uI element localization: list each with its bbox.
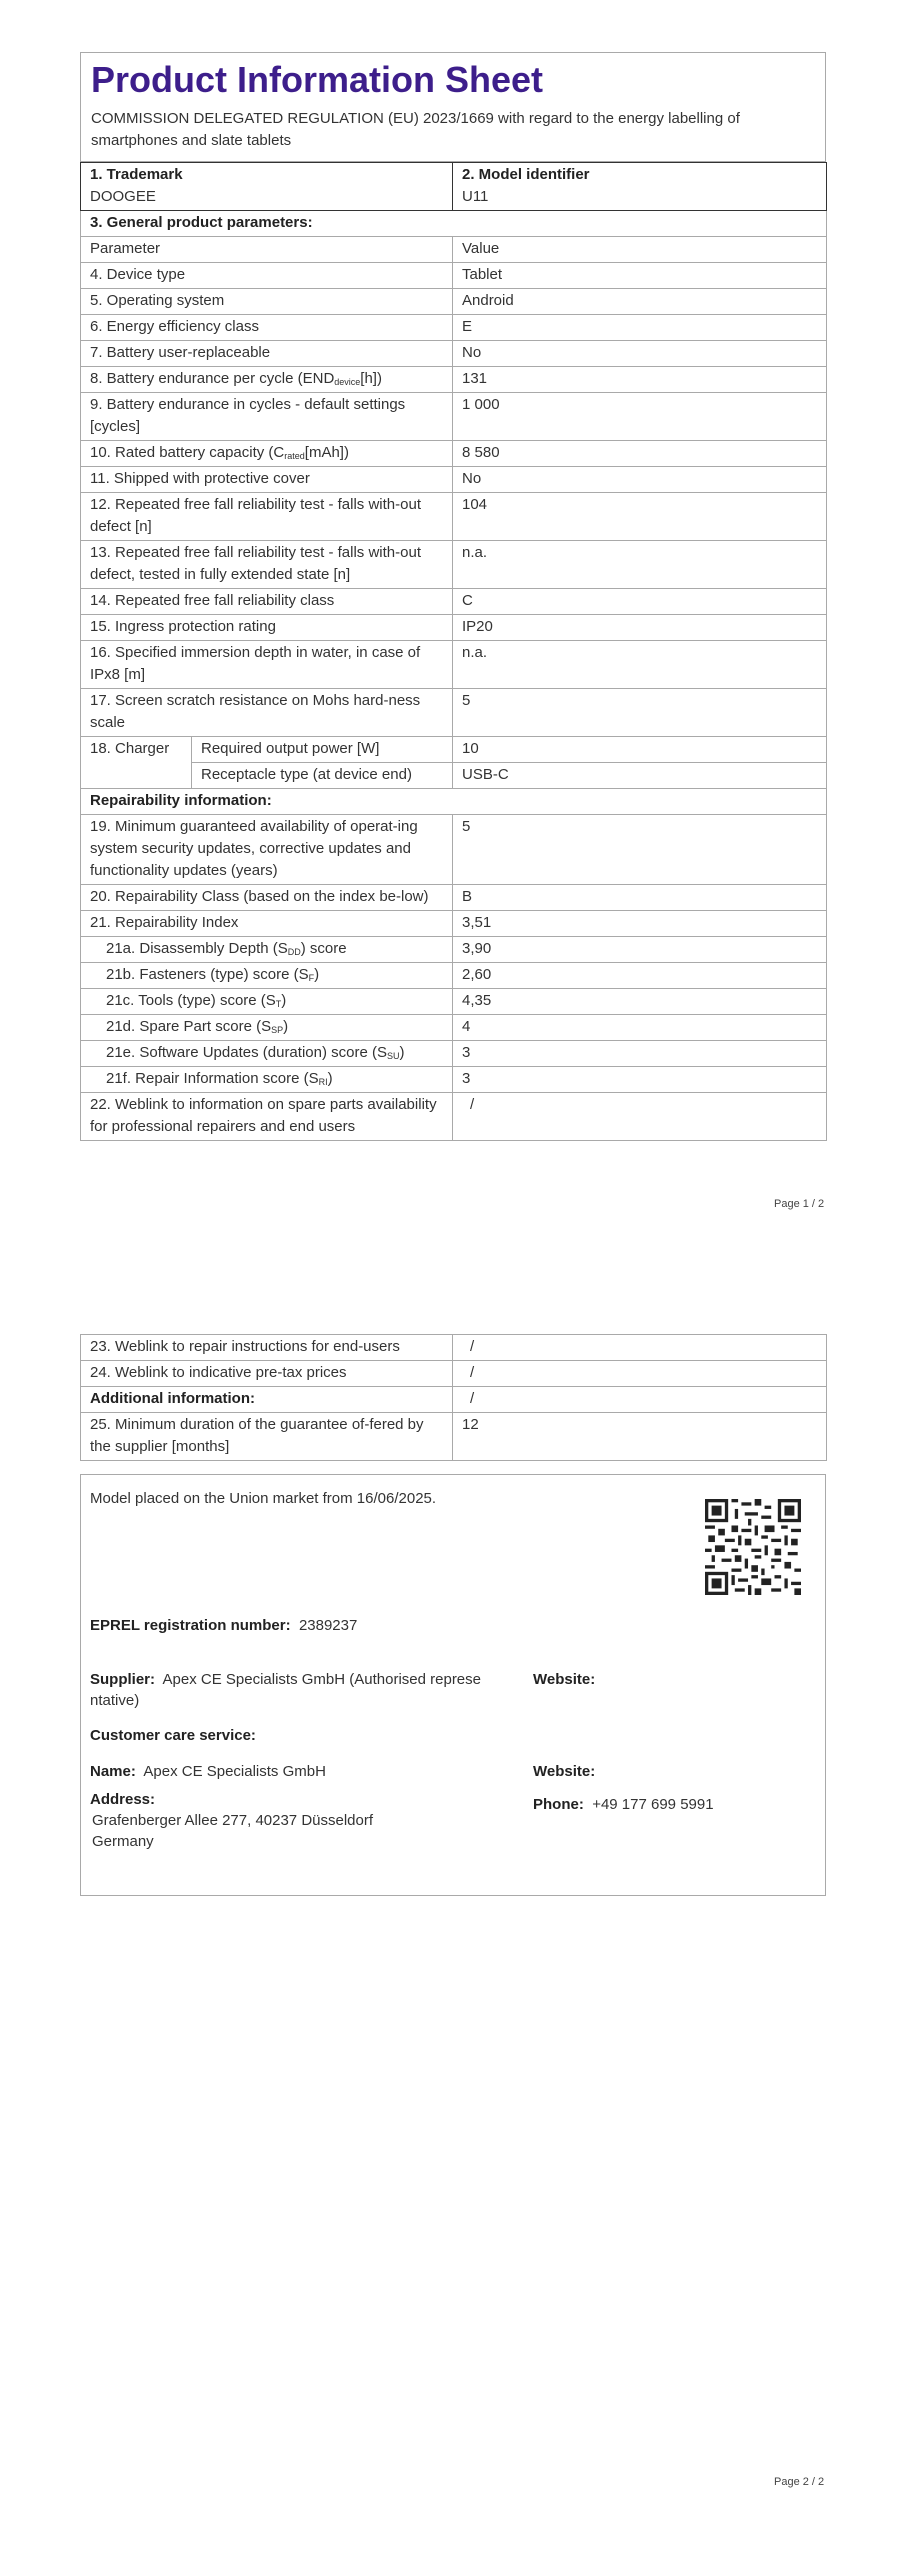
supplier-label: Supplier:	[90, 1671, 156, 1688]
table-row	[81, 493, 827, 541]
table-row	[81, 1067, 827, 1093]
row-label: 24. Weblink to indicative pre-tax prices	[81, 1361, 453, 1387]
name-label: Name:	[90, 1763, 136, 1780]
row-label: 6. Energy efficiency class	[81, 315, 453, 341]
table-row	[81, 937, 827, 963]
customer-care-heading: Customer care service:	[90, 1727, 256, 1744]
row-label: 4. Device type	[81, 263, 453, 289]
additional-info-label: Additional information:	[81, 1387, 453, 1413]
row-value: /	[453, 1361, 827, 1387]
table-row	[81, 589, 827, 615]
row-value: IP20	[453, 615, 827, 641]
supplier-line	[90, 1669, 530, 1711]
charger-row	[81, 737, 827, 763]
name-line	[90, 1761, 326, 1782]
table-row	[81, 911, 827, 937]
row-label: 9. Battery endurance in cycles - default settings [cycles]	[81, 393, 453, 441]
trademark-row	[81, 163, 827, 211]
repairability-heading-row	[81, 789, 827, 815]
row-label: 7. Battery user-replaceable	[81, 341, 453, 367]
row-label: 25. Minimum duration of the guarantee of-fered by the supplier [months]	[81, 1413, 453, 1461]
row-label: 22. Weblink to information on spare parts availability for professional repairers and end users	[81, 1093, 453, 1141]
row-label: 23. Weblink to repair instructions for end-users	[81, 1335, 453, 1361]
table-row	[81, 885, 827, 911]
table-row	[81, 815, 827, 885]
trademark-value: DOOGEE	[90, 188, 156, 205]
row-label: 19. Minimum guaranteed availability of operat-ing system security updates, corrective updates and functionality updates (years)	[81, 815, 453, 885]
row-value: n.a.	[453, 641, 827, 689]
table-row	[81, 963, 827, 989]
customer-website-label: Website:	[533, 1763, 596, 1780]
address-label: Address:	[90, 1791, 156, 1808]
value-header: Value	[453, 237, 827, 263]
row-value: 5	[453, 689, 827, 737]
market-date-text: Model placed on the Union market from 16/06/2025.	[90, 1490, 437, 1507]
charger-receptacle-label: Receptacle type (at device end)	[192, 763, 453, 789]
eprel-label: EPREL registration number:	[90, 1617, 291, 1634]
supplier-info-box	[80, 1474, 826, 1896]
address-line-1: Grafenberger Allee 277, 40237 Düsseldorf	[92, 1812, 374, 1829]
row-label: 21d. Spare Part score $(S_{SP})$	[81, 1015, 453, 1041]
row-value: B	[453, 885, 827, 911]
table-row	[81, 1041, 827, 1067]
table-row	[81, 315, 827, 341]
table-row	[81, 341, 827, 367]
charger-power-value: 10	[453, 737, 827, 763]
row-value: No	[453, 341, 827, 367]
phone-value: +49 177 699 5991	[592, 1796, 714, 1813]
row-value: 131	[453, 367, 827, 393]
eprel-line	[90, 1615, 357, 1636]
row-label: 15. Ingress protection rating	[81, 615, 453, 641]
row-value: C	[453, 589, 827, 615]
row-label: 13. Repeated free fall reliability test - falls with-out defect, tested in fully extended state [n]	[81, 541, 453, 589]
eprel-value: 2389237	[298, 1617, 358, 1634]
row-value: Android	[453, 289, 827, 315]
charger-power-label: Required output power [W]	[192, 737, 453, 763]
page2-table	[80, 1334, 827, 1461]
row-value: 8 580	[453, 441, 827, 467]
row-label: 10. Rated battery capacity $(C_{rated}[mAh])$	[81, 441, 453, 467]
table-row	[81, 689, 827, 737]
table-row	[81, 441, 827, 467]
row-label: 21c. Tools (type) score $(S_T)$	[81, 989, 453, 1015]
table-row	[81, 263, 827, 289]
row-label: 21e. Software Updates (duration) score $(S_{SU})$	[81, 1041, 453, 1067]
row-label: 5. Operating system	[81, 289, 453, 315]
row-label: 14. Repeated free fall reliability class	[81, 589, 453, 615]
row-value: n.a.	[453, 541, 827, 589]
row-value: 5	[453, 815, 827, 885]
row-value: 3	[453, 1067, 827, 1093]
table-row	[81, 541, 827, 589]
row-label: 8. Battery endurance per cycle $(END_{device}[h])$	[81, 367, 453, 393]
header-box	[80, 52, 826, 162]
table-row	[81, 289, 827, 315]
row-label: 17. Screen scratch resistance on Mohs hard-ness scale	[81, 689, 453, 737]
row-label: 21. Repairability Index	[81, 911, 453, 937]
row-label: 21f. Repair Information score $(S_{RI})$	[81, 1067, 453, 1093]
row-value: 1 000	[453, 393, 827, 441]
model-value: U11	[462, 188, 489, 205]
page-number: Page 1 / 2	[774, 1198, 825, 1210]
row-value: 12	[453, 1413, 827, 1461]
charger-label: 18. Charger	[81, 737, 192, 789]
table-row	[81, 989, 827, 1015]
row-value: E	[453, 315, 827, 341]
row-label: 16. Specified immersion depth in water, in case of IPx8 [m]	[81, 641, 453, 689]
trademark-label: 1. Trademark	[90, 166, 183, 183]
row-value: 4,35	[453, 989, 827, 1015]
page-title: Product Information Sheet	[91, 59, 544, 100]
table-row	[81, 393, 827, 441]
table-row	[81, 467, 827, 493]
row-label: 11. Shipped with protective cover	[81, 467, 453, 493]
parameter-header: Parameter	[81, 237, 453, 263]
supplier-website-label: Website:	[533, 1671, 596, 1688]
charger-receptacle-value: USB-C	[453, 763, 827, 789]
row-label: 12. Repeated free fall reliability test - falls with-out defect [n]	[81, 493, 453, 541]
page-number: Page 2 / 2	[774, 2476, 825, 2488]
table-row	[81, 1335, 827, 1361]
table-header-row	[81, 237, 827, 263]
regulation-text: COMMISSION DELEGATED REGULATION (EU) 2023/1669 with regard to the energy labelling of smartphones and slate tablets	[91, 110, 740, 149]
name-value: Apex CE Specialists GmbH	[143, 1763, 326, 1780]
row-value: 2,60	[453, 963, 827, 989]
row-value: /	[453, 1093, 827, 1141]
model-label: 2. Model identifier	[462, 166, 590, 183]
additional-info-value: /	[453, 1387, 827, 1413]
row-value: 104	[453, 493, 827, 541]
row-label: 21a. Disassembly Depth $(S_{DD})$ score	[81, 937, 453, 963]
table-row	[81, 1015, 827, 1041]
table-row	[81, 1093, 827, 1141]
table-row	[81, 615, 827, 641]
row-value: 4	[453, 1015, 827, 1041]
product-parameters-table	[80, 162, 827, 1141]
table-row	[81, 1413, 827, 1461]
table-row	[81, 367, 827, 393]
row-value: 3,90	[453, 937, 827, 963]
phone-line	[533, 1794, 714, 1815]
qr-code-icon	[705, 1499, 801, 1595]
row-label: 20. Repairability Class (based on the index be-low)	[81, 885, 453, 911]
address-line-2: Germany	[92, 1833, 154, 1850]
row-value: 3,51	[453, 911, 827, 937]
general-heading: 3. General product parameters:	[81, 211, 827, 237]
row-value: 3	[453, 1041, 827, 1067]
repairability-heading: Repairability information:	[81, 789, 827, 815]
charger-row	[81, 763, 827, 789]
row-value: /	[453, 1335, 827, 1361]
supplier-value: Apex CE Specialists GmbH (Authorised represe ntative)	[90, 1671, 481, 1709]
general-heading-row	[81, 211, 827, 237]
row-label: 21b. Fasteners (type) score $(S_F)$	[81, 963, 453, 989]
additional-info-row	[81, 1387, 827, 1413]
row-value: No	[453, 467, 827, 493]
phone-label: Phone:	[533, 1796, 584, 1813]
row-value: Tablet	[453, 263, 827, 289]
table-row	[81, 1361, 827, 1387]
table-row	[81, 641, 827, 689]
